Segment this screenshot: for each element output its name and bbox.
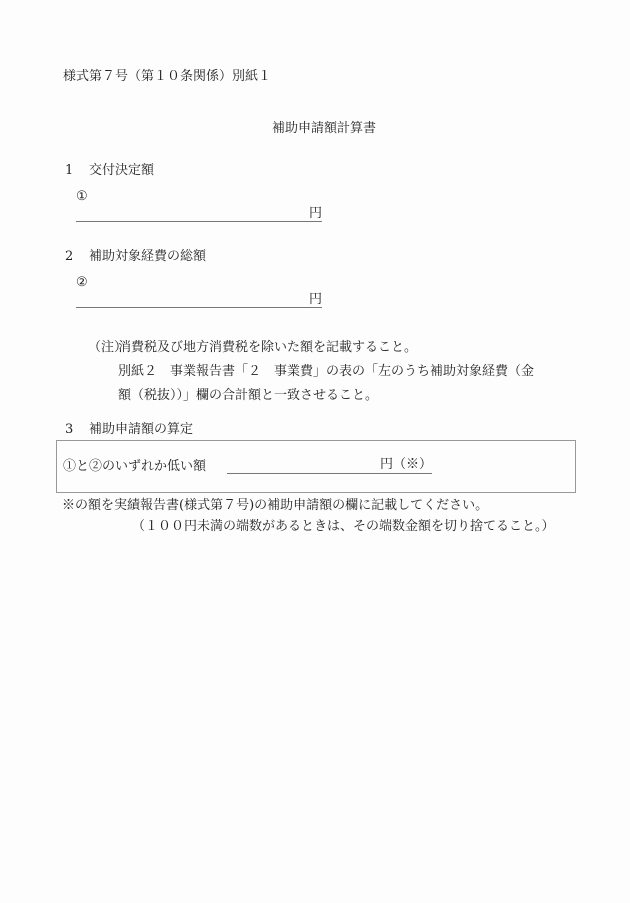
note-tag: （注）: [88, 340, 128, 355]
grant-decision-amount-field[interactable]: [76, 205, 322, 222]
eligible-expense-total-field[interactable]: [76, 291, 322, 308]
yen-unit-label: 円: [308, 292, 322, 307]
subsidy-request-amount-field[interactable]: [227, 455, 432, 474]
section-3-title: 補助申請額の算定: [89, 422, 194, 437]
document-title: 補助申請額計算書: [271, 121, 376, 136]
circled-one-marker: ①: [76, 189, 88, 204]
circled-two-marker: ②: [76, 275, 88, 290]
lower-amount-label: ①と②のいずれか低い額: [63, 459, 207, 474]
note-line-1: 消費税及び地方消費税を除いた額を記載すること。: [118, 340, 418, 355]
note-block: [88, 336, 588, 408]
yen-asterisk-unit-label: 円（※）: [379, 457, 432, 472]
note-line-2: 別紙２ 事業報告書「２ 事業費」の表の「左のうち補助対象経費（金: [118, 364, 535, 379]
footnote-rounding-rule: （１００円未満の端数があるときは、その端数金額を切り捨てること。）: [132, 519, 555, 534]
section-2-heading: [65, 250, 206, 263]
note-line-3: 額（税抜））」欄の合計額と一致させること。: [118, 388, 379, 403]
yen-unit-label: 円: [308, 206, 322, 221]
section-1-number: 1: [65, 163, 74, 178]
section-3-heading: [65, 423, 193, 436]
section-1-title: 交付決定額: [89, 163, 155, 178]
form-number: 様式第７号（第１０条関係）別紙１: [63, 69, 272, 84]
section-2-title: 補助対象経費の総額: [89, 249, 207, 264]
section-2-number: 2: [65, 249, 74, 264]
footnote-reference-mark: ※の額を実績報告書(様式第７号)の補助申請額の欄に記載してください。: [62, 498, 489, 513]
section-3-number: 3: [65, 422, 74, 437]
section-1-heading: [65, 164, 154, 177]
calculation-box: [56, 440, 576, 493]
